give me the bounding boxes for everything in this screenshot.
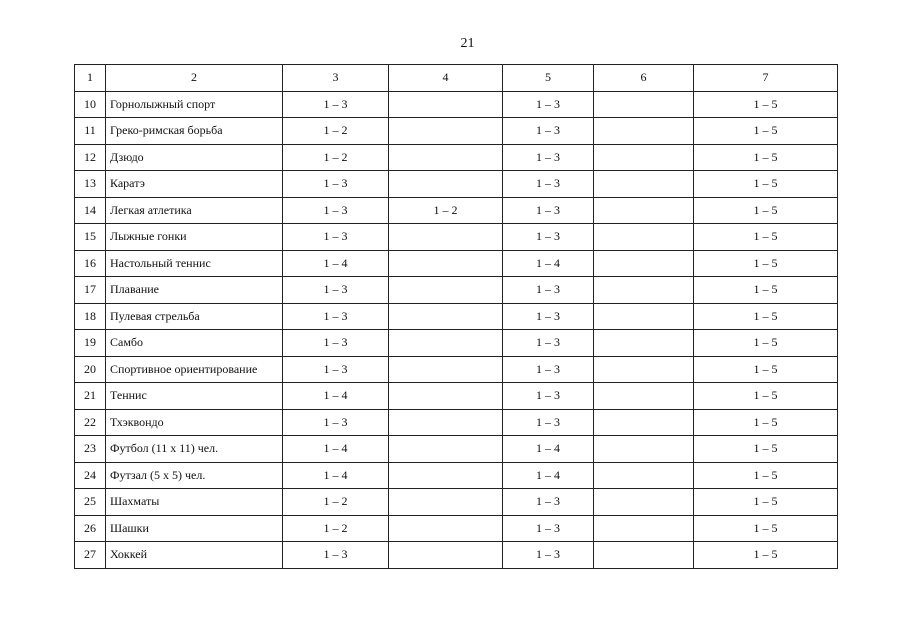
table-row	[75, 436, 838, 463]
cell-c5: 1 – 3	[503, 356, 594, 383]
cell-name: Спортивное ориентирование	[106, 356, 283, 383]
cell-num: 24	[75, 462, 106, 489]
cell-c5: 1 – 4	[503, 462, 594, 489]
cell-c3: 1 – 4	[283, 462, 389, 489]
cell-c3: 1 – 4	[283, 383, 389, 410]
cell-c6	[594, 515, 694, 542]
cell-c5: 1 – 3	[503, 383, 594, 410]
cell-c5: 1 – 3	[503, 118, 594, 145]
cell-num: 16	[75, 250, 106, 277]
cell-c6	[594, 91, 694, 118]
cell-c7: 1 – 5	[694, 277, 838, 304]
cell-num: 11	[75, 118, 106, 145]
cell-name: Шахматы	[106, 489, 283, 516]
cell-c7: 1 – 5	[694, 118, 838, 145]
table-row	[75, 144, 838, 171]
cell-c3: 1 – 3	[283, 91, 389, 118]
cell-c4	[389, 330, 503, 357]
header-row	[75, 65, 838, 92]
cell-c3: 1 – 2	[283, 144, 389, 171]
cell-c6	[594, 224, 694, 251]
cell-c4	[389, 224, 503, 251]
cell-name: Дзюдо	[106, 144, 283, 171]
cell-c3: 1 – 4	[283, 436, 389, 463]
table-row	[75, 224, 838, 251]
cell-num: 12	[75, 144, 106, 171]
cell-c3: 1 – 2	[283, 515, 389, 542]
cell-name: Хоккей	[106, 542, 283, 569]
cell-name: Футзал (5 х 5) чел.	[106, 462, 283, 489]
cell-c7: 1 – 5	[694, 356, 838, 383]
table-row	[75, 197, 838, 224]
cell-c5: 1 – 3	[503, 144, 594, 171]
cell-c5: 1 – 4	[503, 436, 594, 463]
table-row	[75, 118, 838, 145]
table-row	[75, 171, 838, 198]
cell-c4	[389, 356, 503, 383]
cell-num: 18	[75, 303, 106, 330]
cell-c3: 1 – 3	[283, 197, 389, 224]
cell-name: Теннис	[106, 383, 283, 410]
cell-name: Каратэ	[106, 171, 283, 198]
cell-name: Самбо	[106, 330, 283, 357]
cell-c6	[594, 144, 694, 171]
cell-c6	[594, 330, 694, 357]
cell-c6	[594, 542, 694, 569]
cell-c5: 1 – 3	[503, 303, 594, 330]
cell-c4	[389, 91, 503, 118]
table-row	[75, 356, 838, 383]
cell-c6	[594, 250, 694, 277]
cell-c4	[389, 303, 503, 330]
column-header: 2	[106, 65, 283, 92]
table-row	[75, 91, 838, 118]
column-header: 5	[503, 65, 594, 92]
cell-c3: 1 – 3	[283, 356, 389, 383]
cell-c5: 1 – 3	[503, 489, 594, 516]
cell-c5: 1 – 3	[503, 277, 594, 304]
table-row	[75, 330, 838, 357]
cell-c4	[389, 436, 503, 463]
cell-c5: 1 – 3	[503, 91, 594, 118]
cell-c7: 1 – 5	[694, 250, 838, 277]
cell-c7: 1 – 5	[694, 144, 838, 171]
cell-c6	[594, 436, 694, 463]
cell-c3: 1 – 3	[283, 409, 389, 436]
cell-name: Легкая атлетика	[106, 197, 283, 224]
cell-name: Тхэквондо	[106, 409, 283, 436]
cell-num: 14	[75, 197, 106, 224]
cell-c4	[389, 515, 503, 542]
cell-c7: 1 – 5	[694, 224, 838, 251]
cell-c6	[594, 171, 694, 198]
column-header: 6	[594, 65, 694, 92]
cell-c6	[594, 118, 694, 145]
cell-c3: 1 – 3	[283, 277, 389, 304]
cell-c7: 1 – 5	[694, 436, 838, 463]
cell-c7: 1 – 5	[694, 409, 838, 436]
cell-c3: 1 – 2	[283, 118, 389, 145]
column-header: 1	[75, 65, 106, 92]
sports-table	[74, 64, 838, 569]
cell-name: Горнолыжный спорт	[106, 91, 283, 118]
cell-num: 17	[75, 277, 106, 304]
cell-c6	[594, 197, 694, 224]
table-row	[75, 542, 838, 569]
cell-c3: 1 – 3	[283, 542, 389, 569]
column-header: 3	[283, 65, 389, 92]
cell-c4	[389, 250, 503, 277]
cell-c7: 1 – 5	[694, 383, 838, 410]
cell-name: Шашки	[106, 515, 283, 542]
table-row	[75, 303, 838, 330]
cell-c3: 1 – 3	[283, 303, 389, 330]
cell-c6	[594, 277, 694, 304]
cell-c5: 1 – 3	[503, 330, 594, 357]
cell-c3: 1 – 3	[283, 330, 389, 357]
page-number: 21	[460, 36, 475, 51]
cell-c5: 1 – 3	[503, 197, 594, 224]
cell-name: Греко-римская борьба	[106, 118, 283, 145]
cell-num: 23	[75, 436, 106, 463]
cell-c7: 1 – 5	[694, 91, 838, 118]
cell-num: 26	[75, 515, 106, 542]
cell-c5: 1 – 4	[503, 250, 594, 277]
cell-c4	[389, 409, 503, 436]
cell-c6	[594, 383, 694, 410]
table-row	[75, 383, 838, 410]
cell-c5: 1 – 3	[503, 515, 594, 542]
cell-c4	[389, 118, 503, 145]
table-row	[75, 250, 838, 277]
cell-num: 20	[75, 356, 106, 383]
cell-c5: 1 – 3	[503, 171, 594, 198]
cell-c7: 1 – 5	[694, 303, 838, 330]
cell-c3: 1 – 4	[283, 250, 389, 277]
cell-c4	[389, 144, 503, 171]
cell-num: 13	[75, 171, 106, 198]
table-row	[75, 515, 838, 542]
cell-c7: 1 – 5	[694, 489, 838, 516]
cell-c7: 1 – 5	[694, 171, 838, 198]
cell-c6	[594, 462, 694, 489]
cell-name: Футбол (11 х 11) чел.	[106, 436, 283, 463]
cell-c5: 1 – 3	[503, 542, 594, 569]
cell-c4	[389, 383, 503, 410]
table-body	[75, 91, 838, 568]
cell-c6	[594, 356, 694, 383]
cell-c3: 1 – 3	[283, 224, 389, 251]
cell-num: 25	[75, 489, 106, 516]
cell-c7: 1 – 5	[694, 462, 838, 489]
table-row	[75, 462, 838, 489]
cell-c6	[594, 409, 694, 436]
cell-num: 10	[75, 91, 106, 118]
cell-name: Настольный теннис	[106, 250, 283, 277]
cell-c6	[594, 303, 694, 330]
table-row	[75, 277, 838, 304]
cell-c7: 1 – 5	[694, 542, 838, 569]
table-row	[75, 409, 838, 436]
cell-num: 15	[75, 224, 106, 251]
cell-num: 27	[75, 542, 106, 569]
cell-c6	[594, 489, 694, 516]
cell-num: 22	[75, 409, 106, 436]
table-row	[75, 489, 838, 516]
cell-num: 21	[75, 383, 106, 410]
cell-c4: 1 – 2	[389, 197, 503, 224]
cell-c4	[389, 489, 503, 516]
cell-num: 19	[75, 330, 106, 357]
cell-c7: 1 – 5	[694, 330, 838, 357]
cell-c4	[389, 171, 503, 198]
cell-name: Пулевая стрельба	[106, 303, 283, 330]
cell-name: Лыжные гонки	[106, 224, 283, 251]
cell-name: Плавание	[106, 277, 283, 304]
cell-c3: 1 – 2	[283, 489, 389, 516]
cell-c5: 1 – 3	[503, 409, 594, 436]
cell-c7: 1 – 5	[694, 515, 838, 542]
cell-c5: 1 – 3	[503, 224, 594, 251]
column-header: 4	[389, 65, 503, 92]
cell-c4	[389, 277, 503, 304]
column-header: 7	[694, 65, 838, 92]
cell-c7: 1 – 5	[694, 197, 838, 224]
cell-c4	[389, 542, 503, 569]
cell-c3: 1 – 3	[283, 171, 389, 198]
cell-c4	[389, 462, 503, 489]
